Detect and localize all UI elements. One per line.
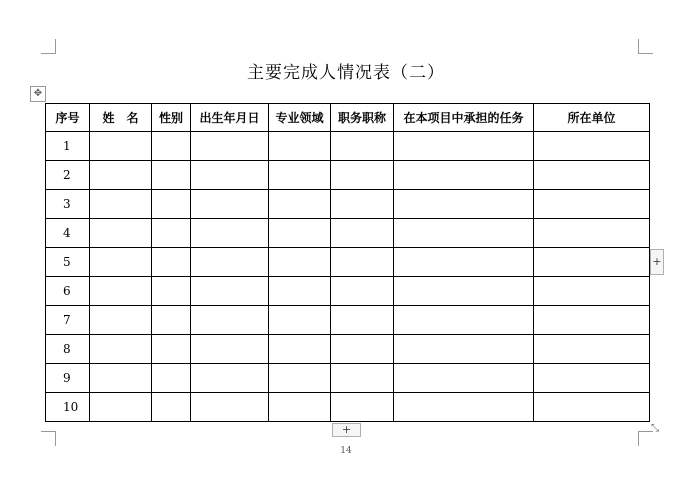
crop-mark-bottom-left [41, 431, 56, 446]
table-row [46, 335, 650, 364]
cell-seq: 10 [46, 393, 90, 422]
cell-gender[interactable] [152, 190, 191, 219]
cell-name[interactable] [90, 335, 152, 364]
cell-title[interactable] [331, 393, 394, 422]
cell-title[interactable] [331, 219, 394, 248]
cell-field[interactable] [269, 219, 331, 248]
cell-unit[interactable] [534, 161, 650, 190]
cell-birthdate[interactable] [191, 306, 269, 335]
header-cell-task: 在本项目中承担的任务 [394, 104, 534, 132]
header-cell-field: 专业领域 [269, 104, 331, 132]
table-row [46, 248, 650, 277]
cell-birthdate[interactable] [191, 219, 269, 248]
cell-name[interactable] [90, 132, 152, 161]
cell-unit[interactable] [534, 335, 650, 364]
cell-task[interactable] [394, 335, 534, 364]
cell-name[interactable] [90, 393, 152, 422]
cell-seq: 3 [46, 190, 90, 219]
cell-gender[interactable] [152, 393, 191, 422]
cell-title[interactable] [331, 306, 394, 335]
cell-seq: 4 [46, 219, 90, 248]
cell-unit[interactable] [534, 190, 650, 219]
cell-task[interactable] [394, 132, 534, 161]
cell-field[interactable] [269, 393, 331, 422]
table-row [46, 393, 650, 422]
header-cell-unit: 所在单位 [534, 104, 650, 132]
cell-unit[interactable] [534, 248, 650, 277]
table-row [46, 219, 650, 248]
cell-task[interactable] [394, 306, 534, 335]
move-table-icon[interactable]: ✥ [30, 86, 46, 102]
table-row [46, 132, 650, 161]
cell-field[interactable] [269, 364, 331, 393]
cell-title[interactable] [331, 132, 394, 161]
add-column-button[interactable]: + [650, 249, 664, 275]
cell-task[interactable] [394, 248, 534, 277]
cell-title[interactable] [331, 190, 394, 219]
cell-task[interactable] [394, 277, 534, 306]
cell-birthdate[interactable] [191, 393, 269, 422]
cell-seq: 5 [46, 248, 90, 277]
cell-unit[interactable] [534, 364, 650, 393]
cell-name[interactable] [90, 161, 152, 190]
cell-seq: 8 [46, 335, 90, 364]
header-cell-seq: 序号 [46, 104, 90, 132]
cell-title[interactable] [331, 277, 394, 306]
cell-gender[interactable] [152, 219, 191, 248]
cell-gender[interactable] [152, 364, 191, 393]
cell-title[interactable] [331, 364, 394, 393]
table-row [46, 161, 650, 190]
cell-birthdate[interactable] [191, 364, 269, 393]
personnel-table [45, 103, 650, 422]
cell-unit[interactable] [534, 219, 650, 248]
crop-mark-top-left [41, 39, 56, 54]
cell-task[interactable] [394, 393, 534, 422]
cell-task[interactable] [394, 161, 534, 190]
cell-name[interactable] [90, 190, 152, 219]
cell-gender[interactable] [152, 277, 191, 306]
cell-name[interactable] [90, 219, 152, 248]
cell-field[interactable] [269, 306, 331, 335]
table-row [46, 190, 650, 219]
cell-seq: 9 [46, 364, 90, 393]
cell-seq: 1 [46, 132, 90, 161]
cell-title[interactable] [331, 335, 394, 364]
header-cell-birthdate: 出生年月日 [191, 104, 269, 132]
cell-unit[interactable] [534, 132, 650, 161]
cell-field[interactable] [269, 161, 331, 190]
cell-title[interactable] [331, 161, 394, 190]
cell-birthdate[interactable] [191, 190, 269, 219]
table-row [46, 277, 650, 306]
table-header-row [46, 104, 650, 132]
cell-field[interactable] [269, 277, 331, 306]
cell-name[interactable] [90, 277, 152, 306]
cell-name[interactable] [90, 248, 152, 277]
cell-unit[interactable] [534, 393, 650, 422]
add-row-button[interactable]: + [332, 423, 361, 437]
table-row [46, 306, 650, 335]
cell-title[interactable] [331, 248, 394, 277]
cell-gender[interactable] [152, 248, 191, 277]
cell-unit[interactable] [534, 277, 650, 306]
document-title: 主要完成人情况表（二） [247, 63, 445, 83]
cell-name[interactable] [90, 364, 152, 393]
cell-birthdate[interactable] [191, 248, 269, 277]
cell-birthdate[interactable] [191, 132, 269, 161]
cell-seq: 7 [46, 306, 90, 335]
header-cell-name: 姓 名 [90, 104, 152, 132]
table-row [46, 364, 650, 393]
cell-birthdate[interactable] [191, 335, 269, 364]
header-cell-gender: 性别 [152, 104, 191, 132]
page-number: 14 [340, 446, 352, 456]
crop-mark-top-right [638, 39, 653, 54]
cell-birthdate[interactable] [191, 161, 269, 190]
cell-task[interactable] [394, 364, 534, 393]
cell-field[interactable] [269, 190, 331, 219]
cell-gender[interactable] [152, 132, 191, 161]
cell-field[interactable] [269, 132, 331, 161]
resize-table-icon[interactable]: ⤡ [651, 423, 659, 434]
cell-gender[interactable] [152, 161, 191, 190]
cell-task[interactable] [394, 190, 534, 219]
cell-gender[interactable] [152, 306, 191, 335]
cell-name[interactable] [90, 306, 152, 335]
cell-unit[interactable] [534, 306, 650, 335]
cell-task[interactable] [394, 219, 534, 248]
cell-birthdate[interactable] [191, 277, 269, 306]
cell-gender[interactable] [152, 335, 191, 364]
cell-field[interactable] [269, 248, 331, 277]
header-cell-title: 职务职称 [331, 104, 394, 132]
cell-seq: 6 [46, 277, 90, 306]
cell-seq: 2 [46, 161, 90, 190]
cell-field[interactable] [269, 335, 331, 364]
